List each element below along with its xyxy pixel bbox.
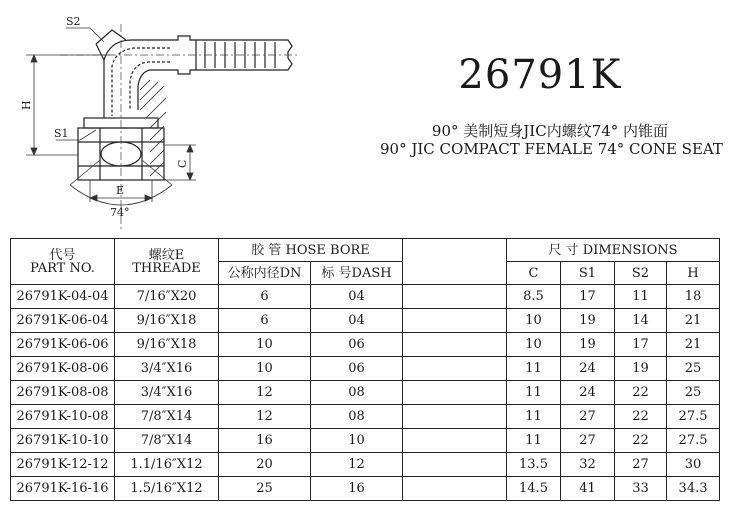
cell-thread: 3/4″X16 <box>115 381 219 405</box>
cell-part: 26791K-04-04 <box>11 285 115 309</box>
cell-thread: 1.1/16″X12 <box>115 453 219 477</box>
cell-h: 30 <box>667 453 720 477</box>
cell-dash: 04 <box>311 309 403 333</box>
cell-gap <box>403 309 507 333</box>
header-thread-cn: 螺纹E <box>148 247 185 263</box>
cell-s2: 17 <box>615 333 667 357</box>
cell-h: 21 <box>667 309 720 333</box>
c-label: C <box>176 159 189 168</box>
cell-dn: 12 <box>219 405 311 429</box>
header-gap <box>403 239 507 285</box>
cell-s1: 27 <box>561 405 615 429</box>
header-s2: S2 <box>615 262 667 285</box>
cell-part: 26791K-10-10 <box>11 429 115 453</box>
cell-dn: 16 <box>219 429 311 453</box>
cell-thread: 9/16″X18 <box>115 333 219 357</box>
cell-s1: 27 <box>561 429 615 453</box>
cell-gap <box>403 477 507 501</box>
cell-s2: 14 <box>615 309 667 333</box>
cell-h: 34.3 <box>667 477 720 501</box>
cell-part: 26791K-16-16 <box>11 477 115 501</box>
cell-s1: 41 <box>561 477 615 501</box>
cell-c: 10 <box>507 309 561 333</box>
cell-s2: 11 <box>615 285 667 309</box>
cell-s1: 17 <box>561 285 615 309</box>
cell-dn: 25 <box>219 477 311 501</box>
cell-dn: 20 <box>219 453 311 477</box>
cell-c: 11 <box>507 381 561 405</box>
cell-thread: 7/8″X14 <box>115 405 219 429</box>
cell-thread: 7/16″X20 <box>115 285 219 309</box>
cell-thread: 3/4″X16 <box>115 357 219 381</box>
cell-dash: 10 <box>311 429 403 453</box>
table-row <box>11 405 720 429</box>
cell-dash: 06 <box>311 357 403 381</box>
table-row <box>11 333 720 357</box>
table-row <box>11 477 720 501</box>
cell-s2: 22 <box>615 429 667 453</box>
header-s1: S1 <box>561 262 615 285</box>
header-h: H <box>667 262 720 285</box>
cell-s1: 24 <box>561 381 615 405</box>
s2-label: S2 <box>66 15 81 28</box>
description-english: 90° JIC COMPACT FEMALE 74° CONE SEAT <box>380 140 723 158</box>
table-row <box>11 309 720 333</box>
cell-s2: 19 <box>615 357 667 381</box>
header-thread <box>115 239 219 285</box>
table-row <box>11 381 720 405</box>
cell-gap <box>403 405 507 429</box>
s1-label: S1 <box>54 127 69 140</box>
spec-table <box>10 238 720 501</box>
cell-dash: 08 <box>311 405 403 429</box>
cell-gap <box>403 429 507 453</box>
cell-s1: 32 <box>561 453 615 477</box>
cell-c: 11 <box>507 429 561 453</box>
header-part-no <box>11 239 115 285</box>
cell-thread: 9/16″X18 <box>115 309 219 333</box>
cell-part: 26791K-08-08 <box>11 381 115 405</box>
cell-s2: 22 <box>615 381 667 405</box>
description-chinese: 90° 美制短身JIC内螺纹74° 内锥面 <box>431 122 669 140</box>
cell-h: 18 <box>667 285 720 309</box>
cell-thread: 1.5/16″X12 <box>115 477 219 501</box>
cell-dash: 08 <box>311 381 403 405</box>
cell-s2: 33 <box>615 477 667 501</box>
cell-dash: 12 <box>311 453 403 477</box>
header-c: C <box>507 262 561 285</box>
cell-dn: 6 <box>219 309 311 333</box>
cell-dn: 10 <box>219 333 311 357</box>
cell-c: 11 <box>507 405 561 429</box>
cell-part: 26791K-06-04 <box>11 309 115 333</box>
cell-part: 26791K-08-06 <box>11 357 115 381</box>
cell-dash: 16 <box>311 477 403 501</box>
cell-dash: 04 <box>311 285 403 309</box>
cell-h: 21 <box>667 333 720 357</box>
header-dash: 标 号DASH <box>311 262 403 285</box>
cell-c: 14.5 <box>507 477 561 501</box>
cell-gap <box>403 381 507 405</box>
e-label: E <box>116 184 125 197</box>
h-label: H <box>20 100 33 110</box>
table-row <box>11 285 720 309</box>
cell-dn: 10 <box>219 357 311 381</box>
cell-h: 27.5 <box>667 405 720 429</box>
cell-c: 10 <box>507 333 561 357</box>
cell-c: 8.5 <box>507 285 561 309</box>
cell-s2: 27 <box>615 453 667 477</box>
header-thread-en: THREADE <box>132 260 201 276</box>
part-number-title: 26791K <box>458 52 622 98</box>
cell-gap <box>403 453 507 477</box>
cell-h: 27.5 <box>667 429 720 453</box>
table-row <box>11 357 720 381</box>
table-row <box>11 453 720 477</box>
header-dn: 公称内径DN <box>219 262 311 285</box>
cell-part: 26791K-12-12 <box>11 453 115 477</box>
cell-h: 25 <box>667 357 720 381</box>
cell-part: 26791K-10-08 <box>11 405 115 429</box>
cell-s1: 19 <box>561 309 615 333</box>
cell-dn: 6 <box>219 285 311 309</box>
cell-gap <box>403 357 507 381</box>
cell-dn: 12 <box>219 381 311 405</box>
cell-h: 25 <box>667 381 720 405</box>
cell-thread: 7/8″X14 <box>115 429 219 453</box>
fitting-drawing <box>0 0 330 232</box>
header-part-no-cn: 代号 <box>49 247 76 263</box>
cell-part: 26791K-06-06 <box>11 333 115 357</box>
cell-s1: 24 <box>561 357 615 381</box>
header-part-no-en: PART NO. <box>30 260 95 276</box>
cell-s2: 22 <box>615 405 667 429</box>
cell-gap <box>403 333 507 357</box>
cell-gap <box>403 285 507 309</box>
cell-c: 13.5 <box>507 453 561 477</box>
header-hose-bore: 胶 管 HOSE BORE <box>219 239 403 262</box>
table-row <box>11 429 720 453</box>
angle-label: 74° <box>110 206 130 219</box>
cell-dash: 06 <box>311 333 403 357</box>
header-dimensions: 尺 寸 DIMENSIONS <box>507 239 720 262</box>
cell-s1: 19 <box>561 333 615 357</box>
cell-c: 11 <box>507 357 561 381</box>
